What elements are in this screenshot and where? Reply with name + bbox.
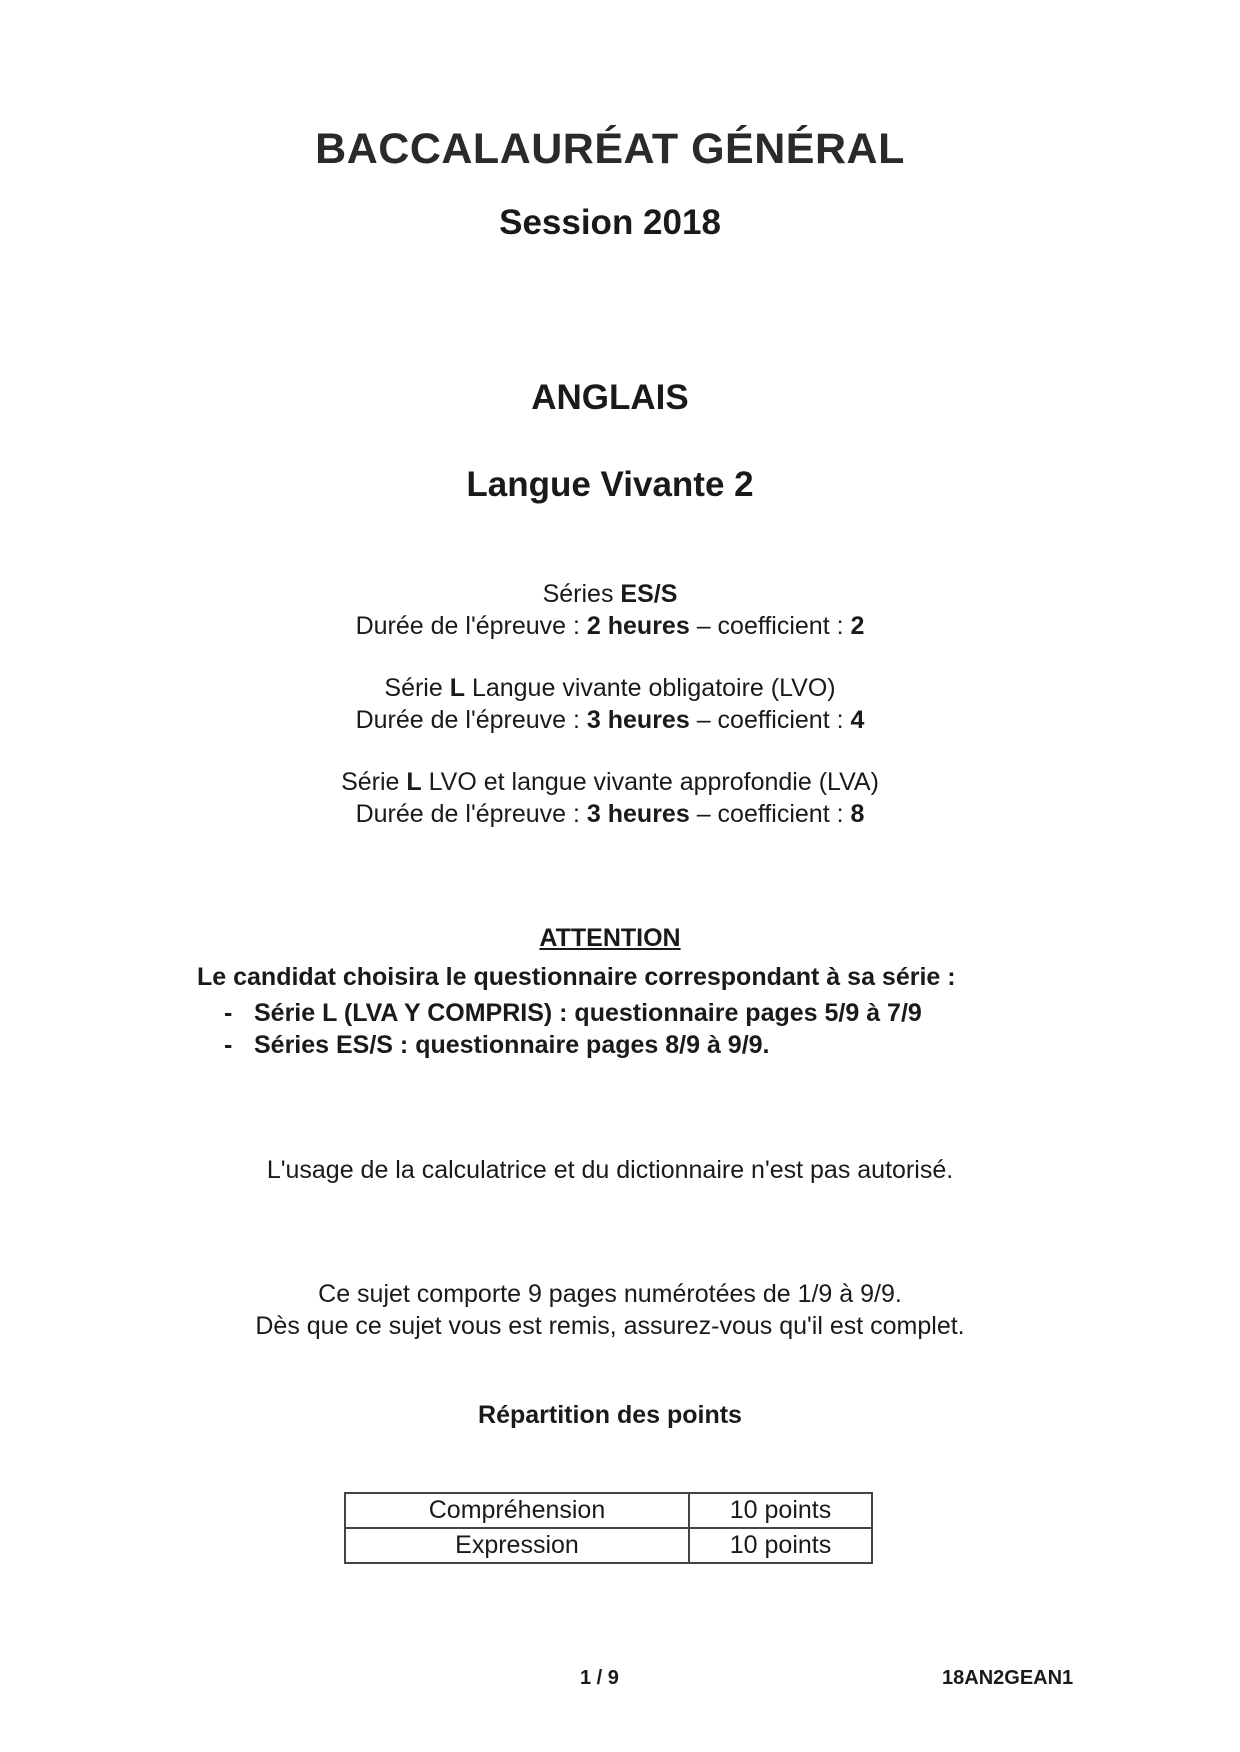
coefficient-value: 4 (850, 706, 865, 734)
table-cell-label: Expression (345, 1528, 689, 1563)
duration-line (0, 798, 1220, 830)
usage-notice: L'usage de la calculatrice et du dictionnaire n'est pas autorisé. (266, 1156, 954, 1184)
duration-label: Durée de l'épreuve : (355, 800, 587, 828)
table-cell-points: 10 points (689, 1493, 872, 1528)
duration-line (0, 610, 1220, 642)
page-number: 1 / 9 (580, 1667, 619, 1689)
duration-value: 2 heures (586, 612, 690, 640)
dash-bullet: - (224, 999, 233, 1027)
document-code: 18AN2GEAN1 (942, 1667, 1074, 1689)
duration-label: Durée de l'épreuve : (355, 612, 587, 640)
series-block-l-lva (0, 766, 1220, 830)
coefficient-label: – coefficient : (689, 612, 851, 640)
duration-label: Durée de l'épreuve : (355, 706, 587, 734)
series-code: ES/S (620, 580, 678, 608)
table-cell-label: Compréhension (345, 1493, 689, 1528)
coefficient-label: – coefficient : (689, 706, 851, 734)
table-row (345, 1528, 872, 1563)
series-code: L (406, 768, 422, 796)
series-label: Série (384, 674, 450, 702)
points-table (344, 1492, 873, 1564)
sujet-check-line: Dès que ce sujet vous est remis, assurez-vous qu'il est complet. (255, 1312, 965, 1340)
series-block-l-lvo (0, 672, 1220, 736)
list-item-text: Série L (LVA Y COMPRIS) : questionnaire pages 5/9 à 7/9 (254, 999, 922, 1027)
coefficient-label: – coefficient : (689, 800, 851, 828)
series-label: Séries (542, 580, 621, 608)
duration-value: 3 heures (586, 706, 690, 734)
duration-value: 3 heures (586, 800, 690, 828)
table-row (345, 1493, 872, 1528)
series-code: L (449, 674, 465, 702)
duration-line (0, 704, 1220, 736)
exam-title: BACCALAURÉAT GÉNÉRAL (315, 125, 905, 173)
attention-heading: ATTENTION (539, 924, 681, 952)
attention-instruction: Le candidat choisira le questionnaire correspondant à sa série : (197, 963, 956, 991)
sujet-pages-line: Ce sujet comporte 9 pages numérotées de 1/9 à 9/9. (318, 1280, 902, 1308)
table-cell-points: 10 points (689, 1528, 872, 1563)
list-item (224, 1029, 922, 1061)
session-year: Session 2018 (499, 203, 721, 242)
series-line (0, 766, 1220, 798)
repartition-heading: Répartition des points (478, 1401, 742, 1429)
series-line (0, 672, 1220, 704)
series-detail: Langue vivante obligatoire (LVO) (465, 674, 836, 702)
coefficient-value: 8 (850, 800, 865, 828)
attention-list (224, 997, 922, 1061)
series-detail: LVO et langue vivante approfondie (LVA) (421, 768, 879, 796)
coefficient-value: 2 (850, 612, 865, 640)
subject-name: ANGLAIS (531, 378, 689, 417)
dash-bullet: - (224, 1031, 233, 1059)
series-block-es-s (0, 578, 1220, 642)
series-line (0, 578, 1220, 610)
sujet-notice (0, 1278, 1220, 1342)
langue-level: Langue Vivante 2 (466, 465, 754, 504)
list-item (224, 997, 922, 1029)
series-label: Série (341, 768, 407, 796)
list-item-text: Séries ES/S : questionnaire pages 8/9 à 9/9. (254, 1031, 770, 1059)
